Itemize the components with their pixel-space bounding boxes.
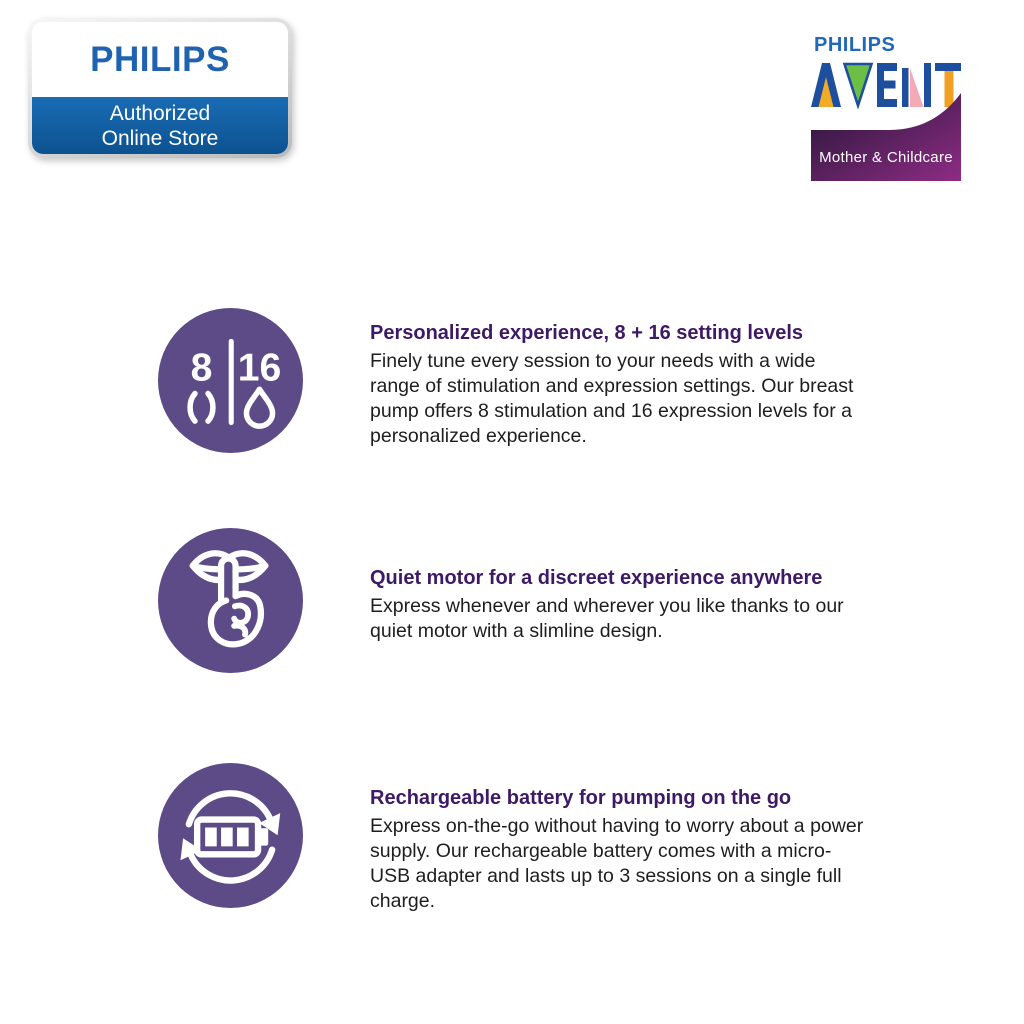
banner-tagline: Mother & Childcare <box>819 149 953 166</box>
feature-2 <box>370 566 866 644</box>
badge-brand-area <box>32 22 288 97</box>
philips-avent-logo <box>810 34 962 184</box>
feature-1-title: Personalized experience, 8 + 16 setting levels <box>370 322 803 344</box>
feature-3-title: Rechargeable battery for pumping on the go <box>370 787 792 809</box>
authorized-store-badge <box>28 18 292 158</box>
philips-wordmark: PHILIPS <box>90 39 230 79</box>
icon-number-8: 8 <box>190 346 213 390</box>
feature-icon-circle-quiet <box>158 528 303 673</box>
feature-2-title: Quiet motor for a discreet experience anywhere <box>370 567 823 589</box>
feature-3 <box>370 786 866 914</box>
icon-number-16: 16 <box>237 346 282 390</box>
droplet-icon <box>246 389 272 426</box>
rechargeable-battery-icon <box>158 763 303 908</box>
feature-icon-circle-battery <box>158 763 303 908</box>
stimulation-expression-levels-icon <box>158 308 303 453</box>
feature-icon-circle-settings <box>158 308 303 453</box>
authorized-store-badge-inner <box>32 22 288 154</box>
badge-line1: Authorized <box>109 101 211 125</box>
feature-2-body: Express whenever and wherever you like thanks to our quiet motor with a slimline design. <box>370 595 844 642</box>
feature-3-body: Express on-the-go without having to worry about a power supply. Our rechargeable battery comes with a micro-USB adapter and lasts up to 3 sessions on a single full charge. <box>370 815 864 912</box>
philips-wordmark-small: PHILIPS <box>814 34 896 56</box>
feature-1 <box>370 321 866 449</box>
stimulation-paren-left <box>190 394 195 422</box>
mother-childcare-banner <box>810 93 962 181</box>
stimulation-paren-right <box>208 394 213 422</box>
badge-band <box>32 97 288 154</box>
badge-line2: Online Store <box>101 126 219 150</box>
quiet-shh-gesture-icon <box>158 528 303 673</box>
feature-1-body: Finely tune every session to your needs with a wide range of stimulation and expression settings. Our breast pump offers 8 stimulation and 16 expression levels for a personalized experience. <box>370 350 854 447</box>
